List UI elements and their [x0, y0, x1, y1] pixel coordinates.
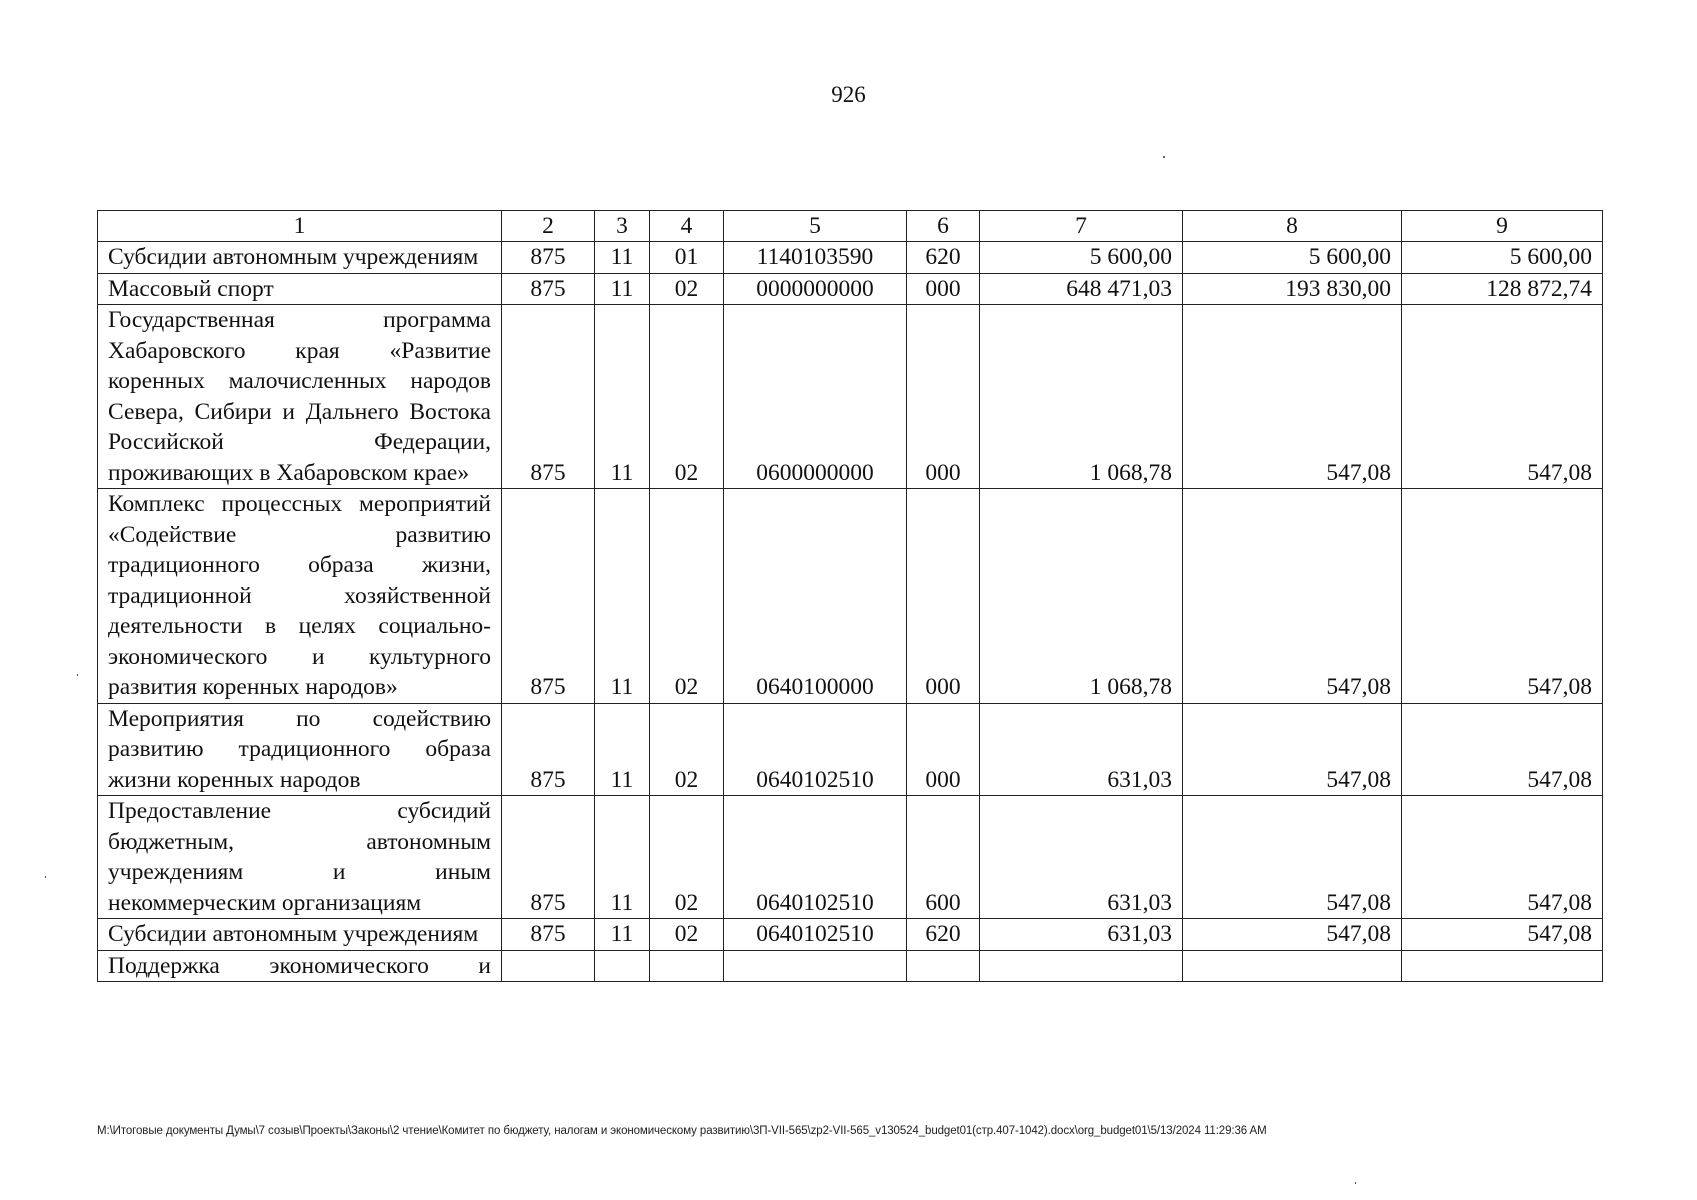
cell-value: 11	[595, 703, 650, 796]
cell-amount: 547,08	[1183, 703, 1402, 796]
scan-speck	[45, 876, 46, 878]
cell-value: 875	[502, 919, 595, 951]
cell-value: 875	[502, 796, 595, 919]
cell-value	[724, 950, 907, 982]
cell-amount: 547,08	[1402, 489, 1603, 704]
column-header: 5	[724, 211, 907, 242]
column-header: 6	[907, 211, 980, 242]
cell-value: 11	[595, 919, 650, 951]
cell-value: 875	[502, 703, 595, 796]
cell-amount: 547,08	[1183, 305, 1402, 489]
row-description: Поддержка экономического и	[98, 950, 502, 982]
cell-value: 01	[650, 242, 724, 274]
cell-value	[650, 950, 724, 982]
table-row	[98, 919, 1603, 951]
scan-speck	[1355, 1182, 1356, 1184]
table-row	[98, 489, 1603, 704]
cell-amount: 547,08	[1183, 796, 1402, 919]
row-description: Предоставление субсидий бюджетным, автономным учреждениям и иным некоммерческим организациям	[98, 796, 502, 919]
cell-amount	[1402, 950, 1603, 982]
cell-amount: 1 068,78	[980, 489, 1183, 704]
column-header: 4	[650, 211, 724, 242]
cell-amount: 547,08	[1402, 919, 1603, 951]
row-description: Массовый спорт	[98, 273, 502, 305]
table-row	[98, 305, 1603, 489]
cell-value: 000	[907, 489, 980, 704]
row-description: Субсидии автономным учреждениям	[98, 919, 502, 951]
cell-amount: 648 471,03	[980, 273, 1183, 305]
cell-value: 0640102510	[724, 703, 907, 796]
cell-value: 02	[650, 796, 724, 919]
cell-value: 0640102510	[724, 919, 907, 951]
column-header: 2	[502, 211, 595, 242]
cell-value: 02	[650, 273, 724, 305]
cell-amount: 547,08	[1402, 796, 1603, 919]
cell-value: 620	[907, 919, 980, 951]
column-header: 8	[1183, 211, 1402, 242]
cell-value: 02	[650, 919, 724, 951]
cell-value: 02	[650, 305, 724, 489]
cell-value: 000	[907, 703, 980, 796]
cell-value: 875	[502, 305, 595, 489]
cell-value: 1140103590	[724, 242, 907, 274]
cell-amount: 5 600,00	[1183, 242, 1402, 274]
table-header-row	[98, 211, 1603, 242]
cell-value: 0000000000	[724, 273, 907, 305]
row-description: Субсидии автономным учреждениям	[98, 242, 502, 274]
cell-amount: 193 830,00	[1183, 273, 1402, 305]
cell-value: 875	[502, 242, 595, 274]
row-description: Комплекс процессных мероприятий «Содействие развитию традиционного образа жизни, традиционной хозяйственной деятельности в целях социально-экономического и культурного развития коренных народов»	[98, 489, 502, 704]
cell-value: 02	[650, 703, 724, 796]
cell-amount: 631,03	[980, 919, 1183, 951]
cell-value	[907, 950, 980, 982]
cell-value: 11	[595, 273, 650, 305]
table-row	[98, 242, 1603, 274]
table-row	[98, 273, 1603, 305]
column-header: 7	[980, 211, 1183, 242]
cell-value: 875	[502, 273, 595, 305]
cell-value: 11	[595, 489, 650, 704]
column-header: 9	[1402, 211, 1603, 242]
cell-value: 600	[907, 796, 980, 919]
cell-amount: 5 600,00	[1402, 242, 1603, 274]
page-number: 926	[831, 82, 866, 107]
cell-amount: 547,08	[1183, 489, 1402, 704]
cell-amount: 547,08	[1402, 305, 1603, 489]
cell-amount: 5 600,00	[980, 242, 1183, 274]
cell-value: 0640102510	[724, 796, 907, 919]
scan-speck	[1163, 156, 1165, 158]
row-description: Государственная программа Хабаровского края «Развитие коренных малочисленных народов Севера, Сибири и Дальнего Востока Российской Федерации, проживающих в Хабаровском крае»	[98, 305, 502, 489]
cell-value: 875	[502, 489, 595, 704]
cell-amount: 547,08	[1183, 919, 1402, 951]
cell-value: 02	[650, 489, 724, 704]
cell-value	[502, 950, 595, 982]
cell-value	[595, 950, 650, 982]
column-header: 3	[595, 211, 650, 242]
file-path-footer: M:\Итоговые документы Думы\7 созыв\Проекты\Законы\2 чтение\Комитет по бюджету, налогам и экономическому развитию\3П-VII-565\zp2-VII-565_v130524_budget01(стр.407-1042).docx\org_budget01\5/13/2024 11:29:36 AM	[97, 1125, 1267, 1137]
table-row	[98, 796, 1603, 919]
budget-table	[97, 210, 1603, 982]
scan-speck	[77, 674, 78, 676]
cell-value: 11	[595, 242, 650, 274]
table-row	[98, 703, 1603, 796]
cell-value: 11	[595, 796, 650, 919]
cell-amount: 547,08	[1402, 703, 1603, 796]
column-header: 1	[98, 211, 502, 242]
cell-amount: 631,03	[980, 796, 1183, 919]
cell-value: 000	[907, 305, 980, 489]
cell-value: 000	[907, 273, 980, 305]
cell-amount: 631,03	[980, 703, 1183, 796]
cell-value: 620	[907, 242, 980, 274]
table-row	[98, 950, 1603, 982]
row-description: Мероприятия по содействию развитию традиционного образа жизни коренных народов	[98, 703, 502, 796]
cell-amount	[980, 950, 1183, 982]
cell-amount: 128 872,74	[1402, 273, 1603, 305]
cell-amount: 1 068,78	[980, 305, 1183, 489]
cell-value: 0640100000	[724, 489, 907, 704]
cell-value: 11	[595, 305, 650, 489]
cell-value: 0600000000	[724, 305, 907, 489]
cell-amount	[1183, 950, 1402, 982]
